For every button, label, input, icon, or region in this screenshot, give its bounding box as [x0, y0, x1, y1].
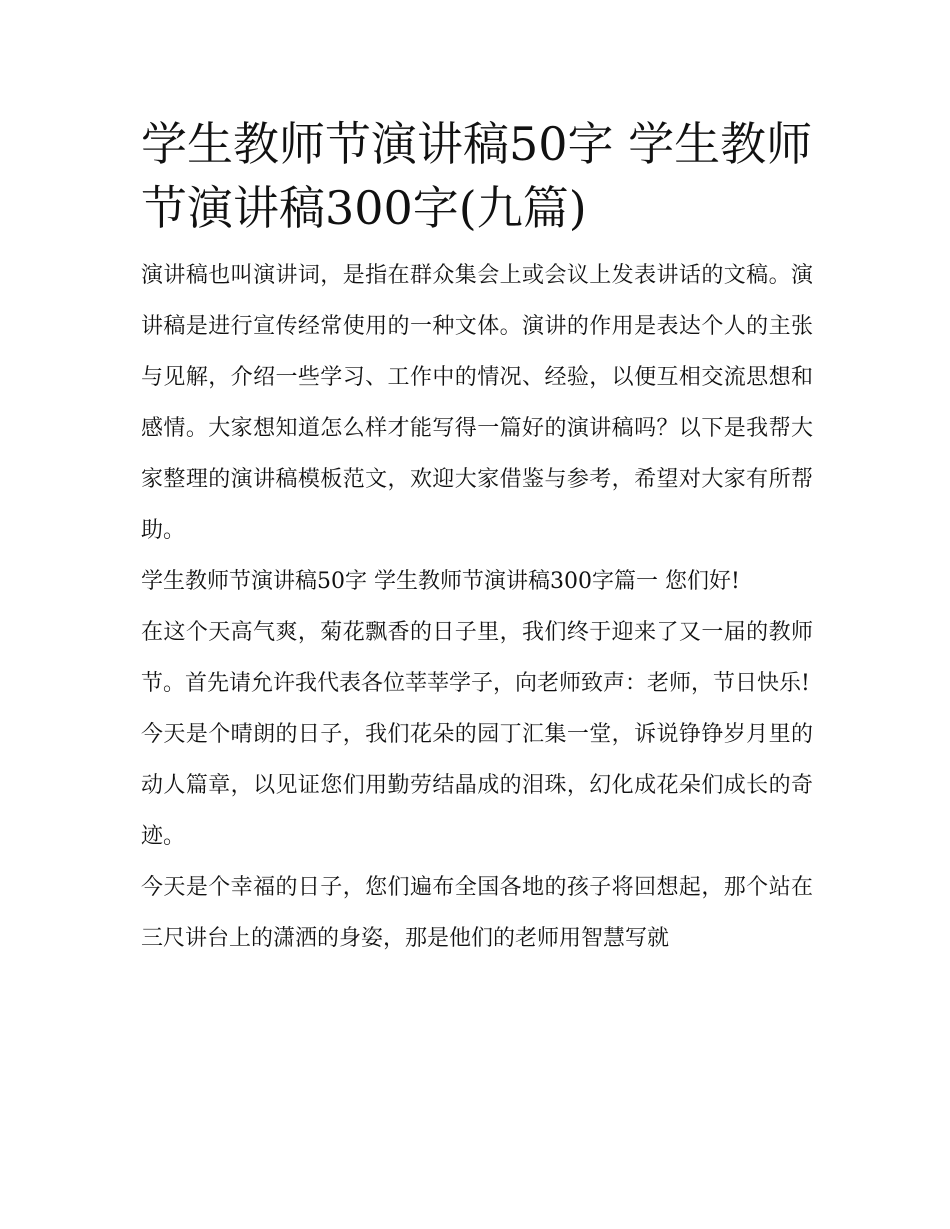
- document-page: [141, 112, 813, 964]
- body-paragraph-1: 在这个天高气爽，菊花飘香的日子里，我们终于迎来了又一届的教师节。首先请允许我代表各位莘莘学子，向老师致声：老师，节日快乐!: [141, 620, 813, 696]
- intro-paragraph: 演讲稿也叫演讲词，是指在群众集会上或会议上发表讲话的文稿。演讲稿是进行宣传经常使用的一种文体。演讲的作用是表达个人的主张与见解，介绍一些学习、工作中的情况、经验，以便互相交流思想和感情。大家想知道怎么样才能写得一篇好的演讲稿吗？以下是我帮大家整理的演讲稿模板范文，欢迎大家借鉴与参考，希望对大家有所帮助。: [141, 263, 813, 543]
- body-paragraph-2: 今天是个晴朗的日子，我们花朵的园丁汇集一堂，诉说铮铮岁月里的动人篇章，以见证您们用勤劳结晶成的泪珠，幻化成花朵们成长的奇迹。: [141, 722, 813, 849]
- body-paragraph-3: 今天是个幸福的日子，您们遍布全国各地的孩子将回想起，那个站在三尺讲台上的潇洒的身姿，那是他们的老师用智慧写就: [141, 875, 813, 951]
- section-heading-paragraph: 学生教师节演讲稿50字 学生教师节演讲稿300字篇一 您们好!: [141, 569, 740, 594]
- document-title: 学生教师节演讲稿50字 学生教师节演讲稿300字(九篇): [141, 117, 813, 235]
